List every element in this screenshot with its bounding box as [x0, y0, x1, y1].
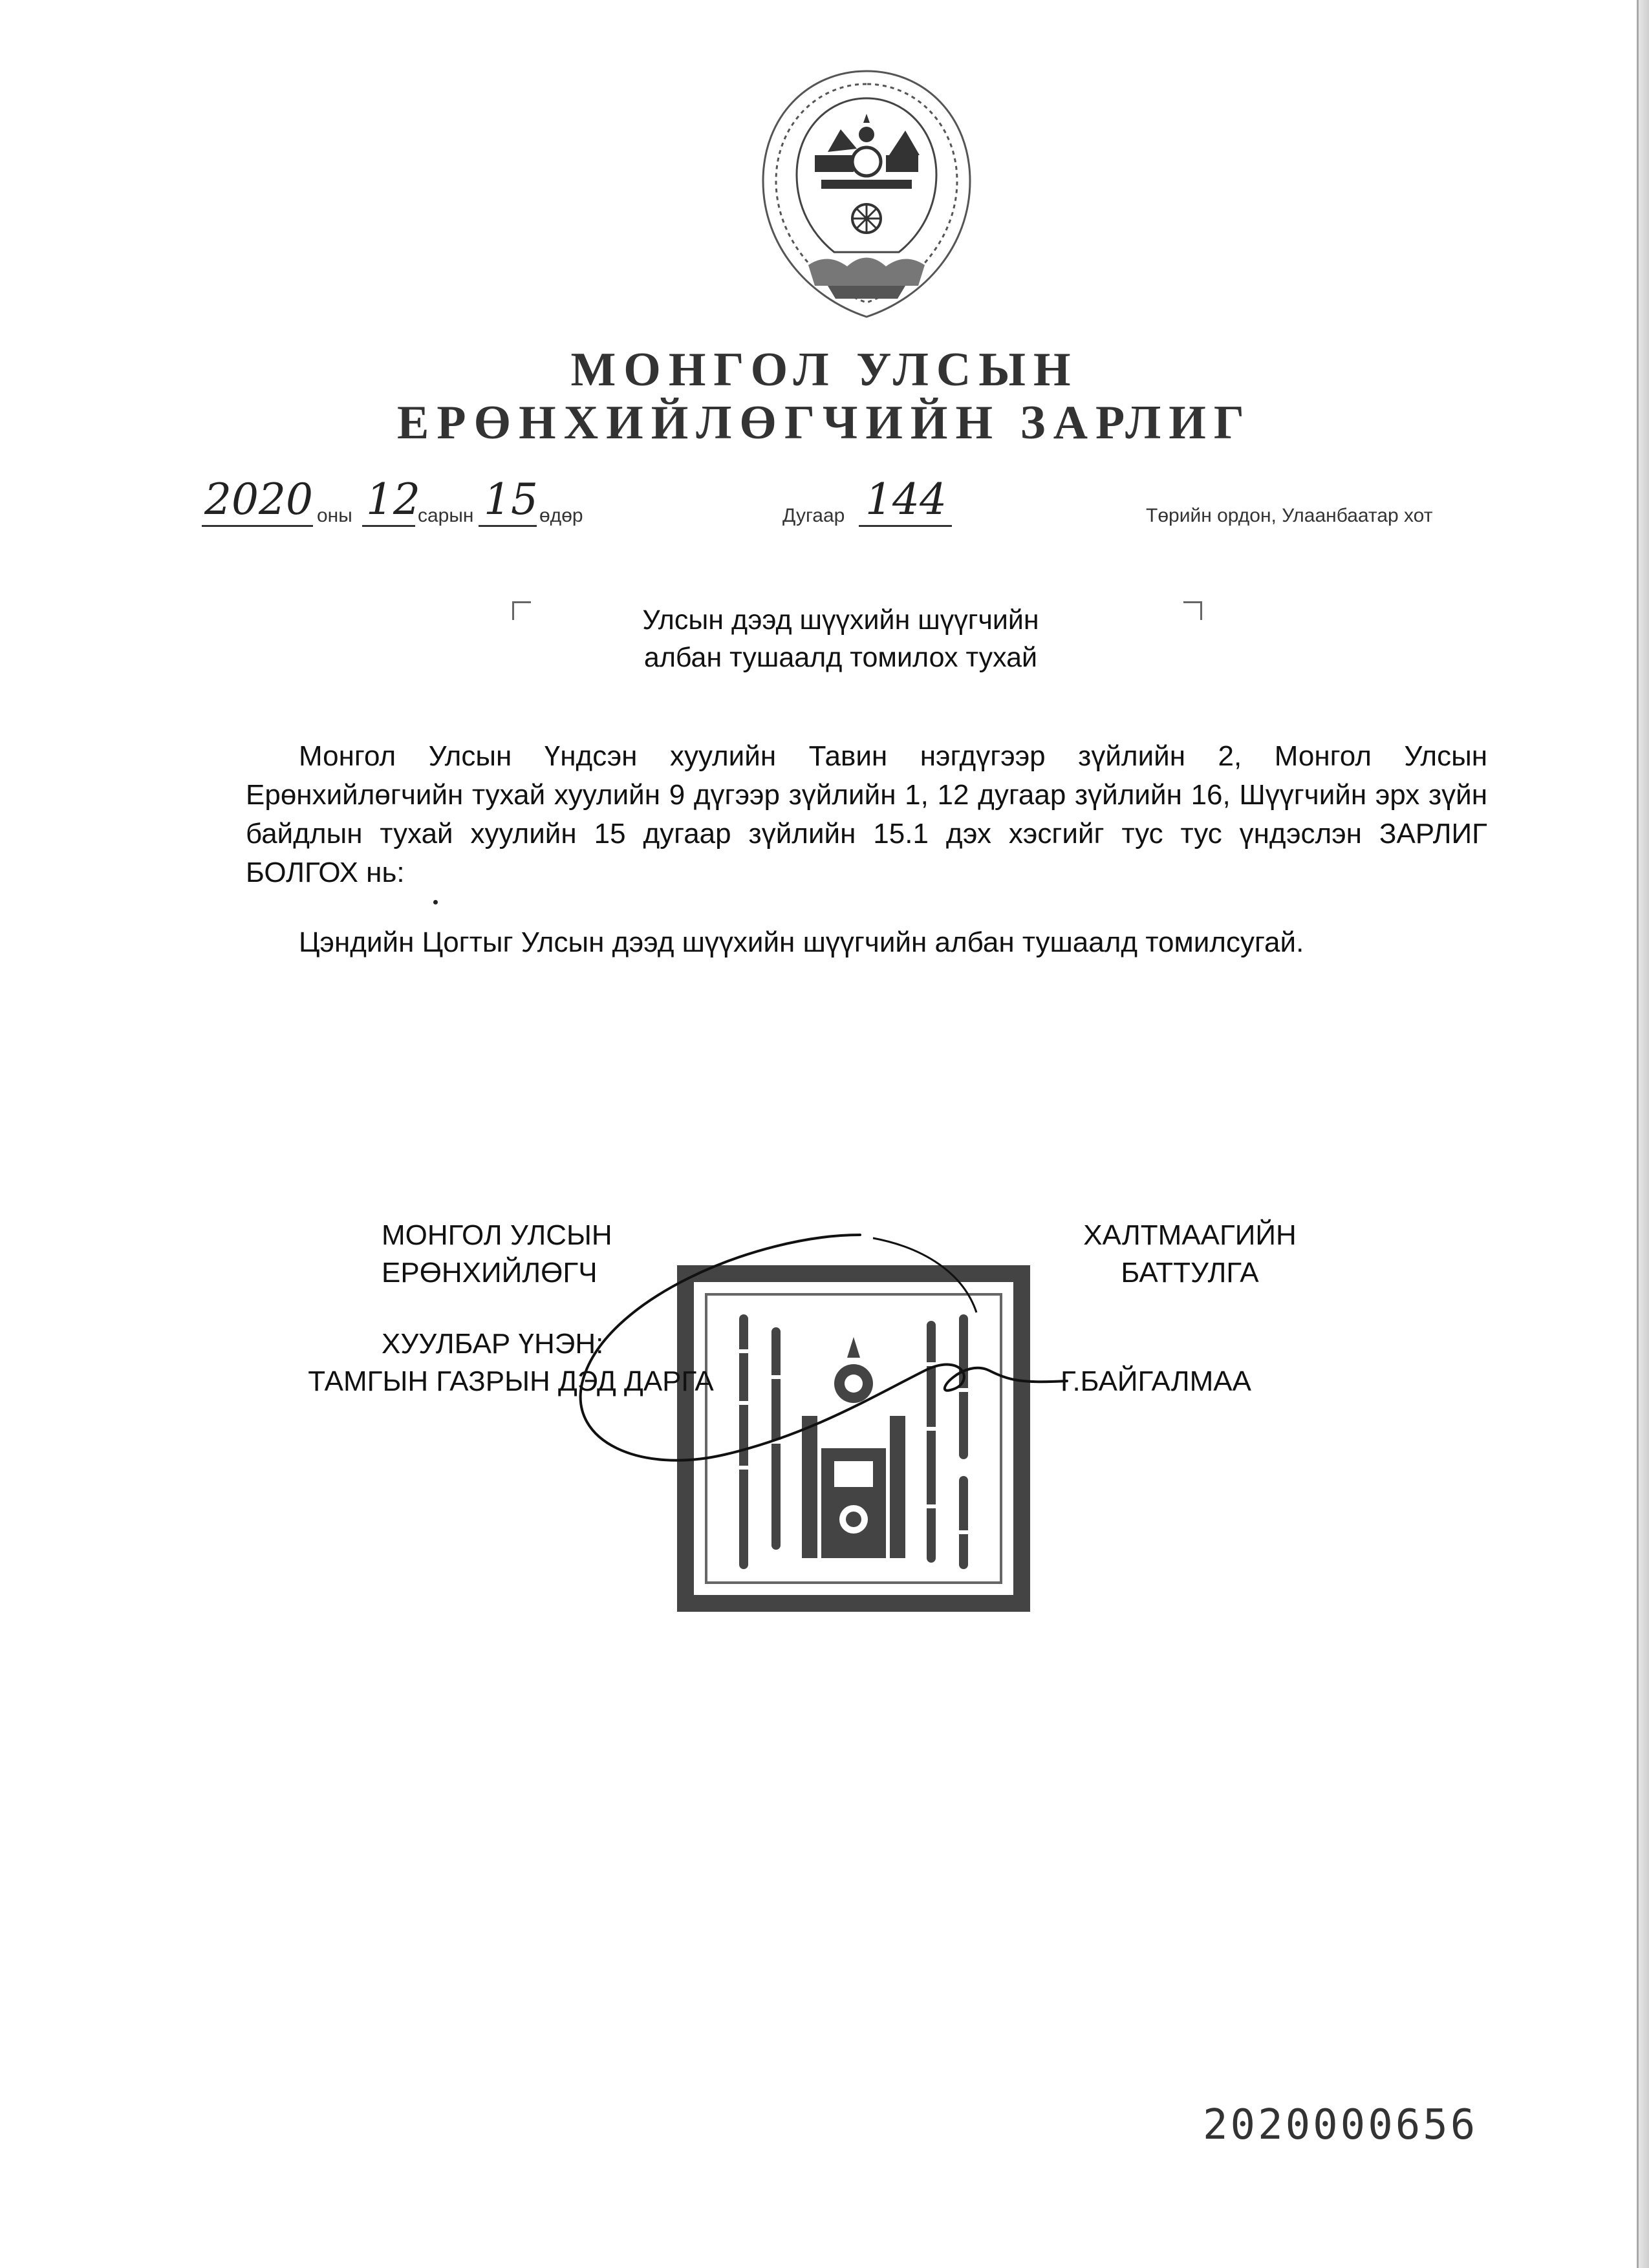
certification-title — [285, 1325, 737, 1400]
subject-corner-left — [512, 601, 531, 620]
scan-dot — [433, 900, 438, 904]
subject-line2: албан тушаалд томилох тухай — [643, 642, 1038, 673]
document-title-line2: ЕРӨНХИЙЛӨГЧИЙН ЗАРЛИГ — [397, 396, 1252, 449]
decree-subject — [582, 601, 1099, 676]
document-title-line1: МОНГОЛ УЛСЫН — [570, 343, 1079, 396]
date-month-suffix: сарын — [418, 505, 474, 526]
signature-left-title — [382, 1217, 666, 1292]
date-year-suffix: оны — [317, 505, 352, 526]
subject-corner-right — [1183, 601, 1202, 620]
certification-line1: ХУУЛБАР ҮНЭН: — [382, 1328, 604, 1360]
date-day: 15 — [484, 475, 538, 524]
subject-line1: Улсын дээд шүүхийн шүүгчийн — [642, 604, 1039, 636]
signature-left-line2: ЕРӨНХИЙЛӨГЧ — [382, 1257, 598, 1289]
decree-number: 144 — [865, 475, 947, 524]
date-month: 12 — [366, 475, 420, 524]
body-paragraph-2: Цэндийн Цогтыг Улсын дээд шүүхийн шүүгчийн албан тушаалд томилсугай. — [299, 926, 1304, 958]
signature-right-line2: БАТТУЛГА — [1121, 1257, 1259, 1289]
document-number: 2020000656 — [1203, 2101, 1478, 2149]
certification-name: Г.БАЙГАЛМАА — [1061, 1365, 1251, 1397]
date-year: 2020 — [204, 475, 313, 524]
certification-line2: ТАМГЫН ГАЗРЫН ДЭД ДАРГА — [308, 1365, 714, 1397]
meta-row — [0, 475, 1649, 533]
scan-edge-line — [1637, 0, 1639, 2268]
state-emblem-icon — [731, 58, 1002, 362]
place: Төрийн ордон, Улаанбаатар хот — [1146, 505, 1433, 526]
signature-right-name — [1054, 1217, 1326, 1292]
scan-edge — [1639, 0, 1649, 2268]
signature-left-line1: МОНГОЛ УЛСЫН — [382, 1219, 612, 1251]
date-day-suffix: өдөр — [539, 505, 583, 526]
number-label: Дугаар — [782, 505, 845, 526]
body-paragraph-1: Монгол Улсын Үндсэн хуулийн Тавин нэгдүгээр зүйлийн 2, Монгол Улсын Ерөнхийлөгчийн тухай хуулийн 9 дүгээр зүйлийн 1, 12 дугаар зүйлийн 16, Шүүгчийн эрх зүйн байдлын тухай хуулийн 15 дугаар зүйлийн 15.1 дэх хэсгийг тус тус үндэслэн ЗАРЛИГ БОЛГОХ нь: — [246, 740, 1487, 888]
signature-right-line1: ХАЛТМААГИЙН — [1083, 1219, 1297, 1251]
